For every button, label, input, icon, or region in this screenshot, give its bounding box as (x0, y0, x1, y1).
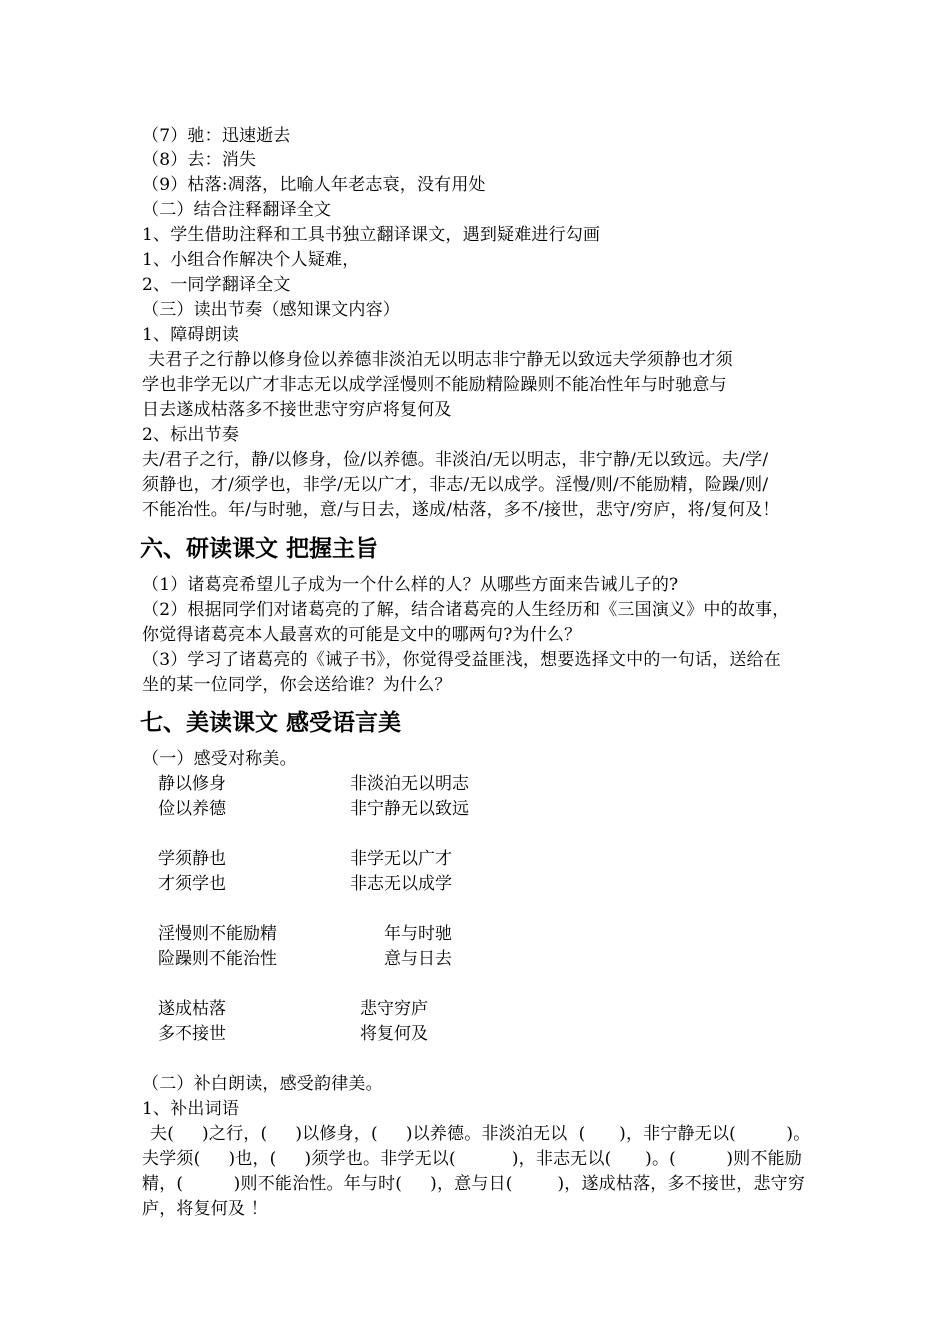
text-line: 不能冶性。年/与时驰，意/与日去，遂成/枯落，多不/接世，悲守/穷庐，将/复何及！ (142, 500, 780, 520)
pair-right: 悲守穷庐 (360, 999, 428, 1019)
pair-right: 非宁静无以致远 (350, 799, 469, 819)
list-item: 1、学生借助注释和工具书独立翻译课文，遇到疑难进行勾画 (142, 225, 601, 245)
pair-left: 多不接世 (158, 1024, 226, 1044)
pair-left: 遂成枯落 (158, 999, 226, 1019)
question-line: （1）诸葛亮希望儿子成为一个什么样的人？从哪些方面来告诫儿子的? (142, 575, 679, 595)
fill-blank-line: 夫( )之行，( )以修身，( )以养德。非淡泊无以 ( )，非宁静无以( )。 (150, 1124, 811, 1144)
list-item: 2、一同学翻译全文 (142, 275, 291, 295)
section-title: （三）读出节奏（感知课文内容） (142, 300, 400, 320)
text-line: 日去遂成枯落多不接世悲守穷庐将复何及 (142, 400, 452, 420)
pair-right: 年与时驰 (384, 924, 452, 944)
pair-right: 意与日去 (384, 949, 452, 969)
text-line: 夫君子之行静以修身俭以养德非淡泊无以明志非宁静无以致远夫学须静也才须 (148, 350, 733, 370)
list-item: 1、补出词语 (142, 1099, 240, 1119)
pair-right: 非志无以成学 (350, 874, 452, 894)
section-heading: 七、美读课文 感受语言美 (140, 710, 402, 736)
question-line: 坐的某一位同学，你会送给谁？为什么？ (142, 675, 452, 695)
list-item: 1、障碍朗读 (142, 325, 240, 345)
pair-left: 险躁则不能治性 (158, 949, 277, 969)
pair-right: 非淡泊无以明志 (350, 774, 469, 794)
fill-blank-line: 庐，将复何及 ！ (142, 1199, 269, 1219)
note-line: （9）枯落:凋落，比喻人年老志衰，没有用处 (142, 175, 486, 195)
note-line: （8）去：消失 (142, 150, 257, 170)
question-line: （3）学习了诸葛亮的《诫子书》，你觉得受益匪浅，想要选择文中的一句话，送给在 (142, 650, 781, 670)
pair-left: 静以修身 (158, 774, 226, 794)
text-line: 须静也，才/须学也，非学/无以广才，非志/无以成学。淫慢/则/不能励精，险躁/则/ (142, 475, 769, 495)
note-line: （7）驰：迅速逝去 (142, 126, 291, 146)
pair-right: 非学无以广才 (350, 849, 452, 869)
fill-blank-line: 精，( )则不能治性。年与时( )，意与日( )，遂成枯落，多不接世，悲守穷 (142, 1174, 806, 1194)
pair-right: 将复何及 (360, 1024, 428, 1044)
question-line: 你觉得诸葛亮本人最喜欢的可能是文中的哪两句?为什么？ (142, 625, 582, 645)
list-item: 1、小组合作解决个人疑难， (142, 250, 360, 270)
pair-left: 俭以养德 (158, 799, 226, 819)
list-item: 2、标出节奏 (142, 425, 240, 445)
text-line: 夫/君子之行，静/以修身，俭/以养德。非淡泊/无以明志，非宁静/无以致远。夫/学/ (142, 450, 769, 470)
section-title: （二）结合注释翻译全文 (142, 200, 332, 220)
text-line: 学也非学无以广才非志无以成学淫慢则不能励精险躁则不能冶性年与时驰意与 (142, 375, 727, 395)
pair-left: 学须静也 (158, 849, 226, 869)
question-line: （2）根据同学们对诸葛亮的了解，结合诸葛亮的人生经历和《三国演义》中的故事， (142, 600, 790, 620)
section-heading: 六、研读课文 把握主旨 (140, 536, 379, 562)
pair-left: 才须学也 (158, 874, 226, 894)
fill-blank-line: 夫学须( )也，( )须学也。非学无以( )，非志无以( )。( )则不能励 (142, 1149, 803, 1169)
section-title: （二）补白朗读，感受韵律美。 (142, 1074, 383, 1094)
section-title: （一）感受对称美。 (142, 749, 297, 769)
pair-left: 淫慢则不能励精 (158, 924, 277, 944)
